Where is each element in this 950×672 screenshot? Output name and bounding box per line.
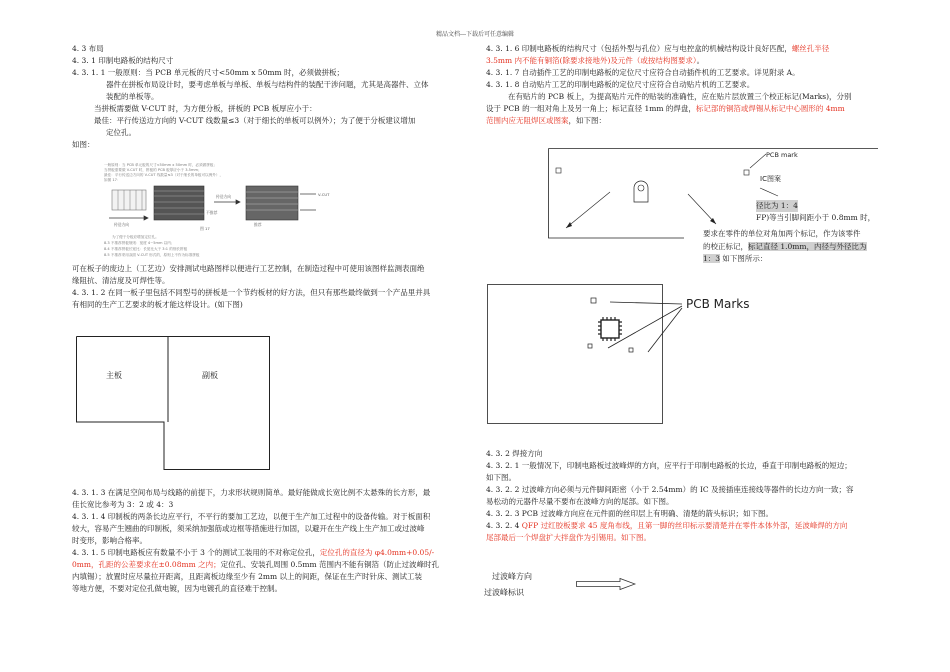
para-line: 佳长宽比参考为 3：2 或 4：3 (72, 500, 174, 509)
right-column-top (486, 43, 878, 127)
fig1-board-middle (154, 186, 204, 220)
fig1-note7: 8.4 不推荐拼板长宽比：长宽比大于 3:1 的细长拼板 (104, 247, 188, 251)
para-line: 缘阻抗、清洁度及可焊性等。 (72, 276, 170, 285)
red-text: 3.5mm 内不能有铜箔(除要求接地外)及元件（或按结构图要求） (486, 56, 697, 65)
right-fragment-1 (756, 200, 886, 212)
fig1-label-transfer-left: 传送方向 (114, 222, 130, 227)
right-fragment-3 (703, 228, 887, 266)
fig1-note3: 最佳：平行传送边方向的 V-CUT 线数量≤3（对于细长的单板可以例外）， (104, 173, 224, 177)
para-4-3-1-5: 4. 3. 1. 5 印制电路板应有数量不小于 3 个的测试工装用的不对称定位孔，定位孔的直径为 φ4.0mm+0.05/- (72, 548, 435, 557)
para-4-3-1-3: 4. 3. 1. 3 在满足空间布局与线路的前提下，力求形状规则简单。最好能做成长宽比例不太悬殊的长方形，最 (72, 488, 431, 497)
wave-direction-label: 过波峰方向 (492, 572, 532, 581)
ic-pattern-label: IC图案 (760, 175, 781, 183)
component-hole (638, 185, 644, 191)
left-column-bottom (72, 487, 472, 595)
para-4-3-1-2: 4. 3. 1. 2 在同一板子里包括不同型号的拼板是一个节约板材的好方法，但只有那些最终做到一个产品里并具 (72, 288, 431, 297)
para-line: 0mm，孔距的公差要求在±0.08mm 之内；定位孔、安装孔周围 0.5mm 范围内不能有铜箔（防止过波峰时孔 (72, 560, 440, 569)
right-column-bottom (486, 448, 878, 544)
para-line: 如下图。 (486, 473, 516, 482)
main-sub-board-figure (76, 336, 270, 470)
para-line: 等地方便，不要对定位孔做电镀，因为电镀孔的直径难于控制。 (72, 584, 282, 593)
fig1-label-vcut: V-CUT (318, 192, 330, 197)
red-text: 尾部最后一个焊盘扩大拌盘作为引锡用。如下图。 (486, 533, 651, 542)
sub-board-label: 副板 (202, 371, 218, 380)
fig1-note6: 8.3 不推荐拼板规则：宽度 4~5mm 以内； (104, 241, 175, 245)
para-4-3-1-6: 4. 3. 1. 6 印制电路板的结构尺寸（包括外型与孔位）应与电控盒的机械结构设计良好匹配，螺丝孔半径 (486, 44, 830, 53)
fig1-note5: 为了便于分板应增加定位孔。 (112, 235, 159, 239)
fiducial-mark (556, 168, 561, 173)
red-text: 螺丝孔半径 (791, 44, 830, 53)
heading-4-3-1: 4. 3. 1 印制电路板的结构尺寸 (72, 56, 174, 65)
fig1-label-fig: 图 17 (200, 226, 210, 231)
para-line: 器件在拼板布局设计时，要考虑单板与单板、单板与结构件的装配干涉问题，尤其是高器件、立体 (106, 80, 429, 89)
para-line: 的校正标记，标记直径 1.0mm，内径与外径比为 (703, 241, 867, 251)
red-text: 定位孔的直径为 φ4.0mm+0.05/- (319, 548, 435, 557)
fig1-board-left (112, 190, 146, 210)
highlight-text: 1：3 (703, 254, 721, 263)
para-line: FP)等当引脚间距小于 0.8mm 时， (756, 213, 876, 222)
pcb-marks-label: PCB Marks (686, 297, 750, 311)
para-line: 有相同的生产工艺要求的板才能这样设计。(如下图) (72, 300, 243, 309)
para-line: 3.5mm 内不能有铜箔(除要求接地外)及元件（或按结构图要求）。 (486, 56, 705, 65)
red-text: 标记部的铜箔或焊锡从标记中心圆形的 4mm (695, 104, 845, 113)
highlight-text: 径比为 1：4 (756, 201, 798, 210)
fig1-label-good: 推荐 (254, 222, 262, 227)
panel-vcut-figure (104, 162, 344, 262)
para-4-3-2-4: 4. 3. 2. 4 QFP 过红胶板要求 45 度角布线，且第一脚的丝印标示要清楚并在零件本体外部，延波峰焊的方向 (486, 521, 848, 530)
para-line: 可在板子的废边上（工艺边）安排测试电路图样以便进行工艺控制，在制造过程中可使用该图样监测表面绝 (72, 264, 425, 273)
para-line: 易松动的元器件尽量不要布在波峰方向的尾部。如下图。 (486, 497, 674, 506)
para-line: 最佳：平行传送边方向的 V-CUT 线数量≤3（对于细长的单板可以例外）；为了便于分板建议增加 (94, 116, 416, 125)
main-board-label: 主板 (106, 371, 122, 380)
para-line: 在有贴片的 PCB 板上，为提高贴片元件的贴装的准确性，应在贴片层放置三个校正标记(Marks)，分别 (508, 92, 852, 101)
para-line: 较大，容易产生翘曲的印制板，须采纳加强筋或边框等措施进行加固，以避开在生产线上生产加工或过波峰 (72, 524, 425, 533)
pcb-mark-label: PCB mark (766, 151, 798, 159)
para-line: 范围内应无阻焊区或图案，如下图： (486, 116, 606, 125)
fig1-note4: 如图 17： (104, 178, 121, 182)
component-outline (634, 181, 648, 202)
para-line: 如图： (72, 140, 95, 149)
fig1-board-right (246, 186, 298, 220)
para-4-3-1-1: 4. 3. 1. 1 一般原则：当 PCB 单元板的尺寸<50mm x 50mm 时，必须做拼板； (72, 68, 345, 77)
red-text: 范围内应无阻焊区或图案 (486, 116, 569, 125)
para-line: 装配的单板等。 (106, 92, 159, 101)
para-4-3-2-2: 4. 3. 2. 2 过波峰方向必须与元件脚间距密（小于 2.54mm）的 IC 及接插座连接线等器件的长边方向一致；容 (486, 485, 854, 494)
heading-4-3: 4. 3 布局 (72, 44, 104, 53)
fig1-note8: 8.5 不推荐采用双面 V-CUT 形式的，原则上不作为标准拼板 (104, 253, 200, 257)
para-line: 内填锡）；放置时应尽量拉开距离，且距离板边缘至少有 2mm 以上的间距，保证在生产时针床、测试工装 (72, 572, 423, 581)
red-text: QFP 过红胶板要求 45 度角布线，且第一脚的丝印标示要清楚并在零件本体外部，延波峰焊的方向 (521, 521, 848, 530)
para-line: 当拼板需要做 V-CUT 时，为方便分板，拼板的 PCB 板厚应小于： (94, 104, 317, 113)
para-4-3-2-1: 4. 3. 2. 1 一般情况下，印制电路板过波峰焊的方向，应平行于印制电路板的长边，垂直于印制电路板的短边； (486, 461, 852, 470)
para-4-3-1-8: 4. 3. 1. 8 自动贴片工艺的印制电路板的定位尺寸应符合自动贴片机的工艺要求。 (486, 80, 755, 89)
para-line: 1：3 如下图所示： (703, 254, 768, 263)
para-4-3-1-7: 4. 3. 1. 7 自动插件工艺的印制电路板的定位尺寸应符合自动插件机的工艺要求。详见附录 A。 (486, 68, 800, 77)
highlight-text: 标记直径 1.0mm，内径与外径比为 (748, 241, 867, 251)
para-line: 定位孔。 (106, 128, 136, 137)
para-4-3-1-4: 4. 3. 1. 4 印制板的两条长边应平行，不平行的要加工艺边，以便于生产加工过程中的设备传输。对于板面积 (72, 512, 431, 521)
pcb-marks-callout (590, 290, 790, 370)
wave-mark-label: 过波峰标识 (484, 588, 524, 597)
fiducial-mark (744, 170, 749, 175)
fig1-note2: 当拼板需要做 V-CUT 时，拼板的 PCB 板厚应小于 3.5mm； (104, 168, 202, 172)
heading-4-3-2: 4. 3. 2 焊接方向 (486, 449, 543, 458)
right-fragment-2 (756, 212, 886, 224)
red-text: 0mm，孔距的公差要求在±0.08mm 之内； (72, 560, 221, 569)
para-line: 要求在零件的单位对角加两个标记，作为该零件 (703, 229, 861, 238)
para-line (486, 532, 878, 544)
wave-direction-arrow-icon (576, 578, 636, 590)
left-column-mid (72, 263, 472, 311)
para-line: 设于 PCB 的一组对角上及另一角上；标记直径 1mm 的焊盘，标记部的铜箔或焊锡从标记中心圆形的 4mm (486, 104, 845, 113)
left-column-top (72, 43, 472, 151)
para-line: 时变形，影响合格率。 (72, 536, 147, 545)
fig1-note1: 一般原则：当 PCB 单元板的尺寸<50mm x 50mm 时，必须做拼板； (104, 163, 218, 167)
fig1-label-bad: 不推荐 (206, 210, 218, 215)
page-header: 精品文档---下载后可任意编辑 (435, 31, 515, 38)
fig1-label-transfer-middle: 传送方向 (216, 194, 232, 199)
para-4-3-2-3: 4. 3. 2. 3 PCB 过波峰方向应在元件面的丝印层上有明确、清楚的箭头标识；如下图。 (486, 509, 773, 518)
